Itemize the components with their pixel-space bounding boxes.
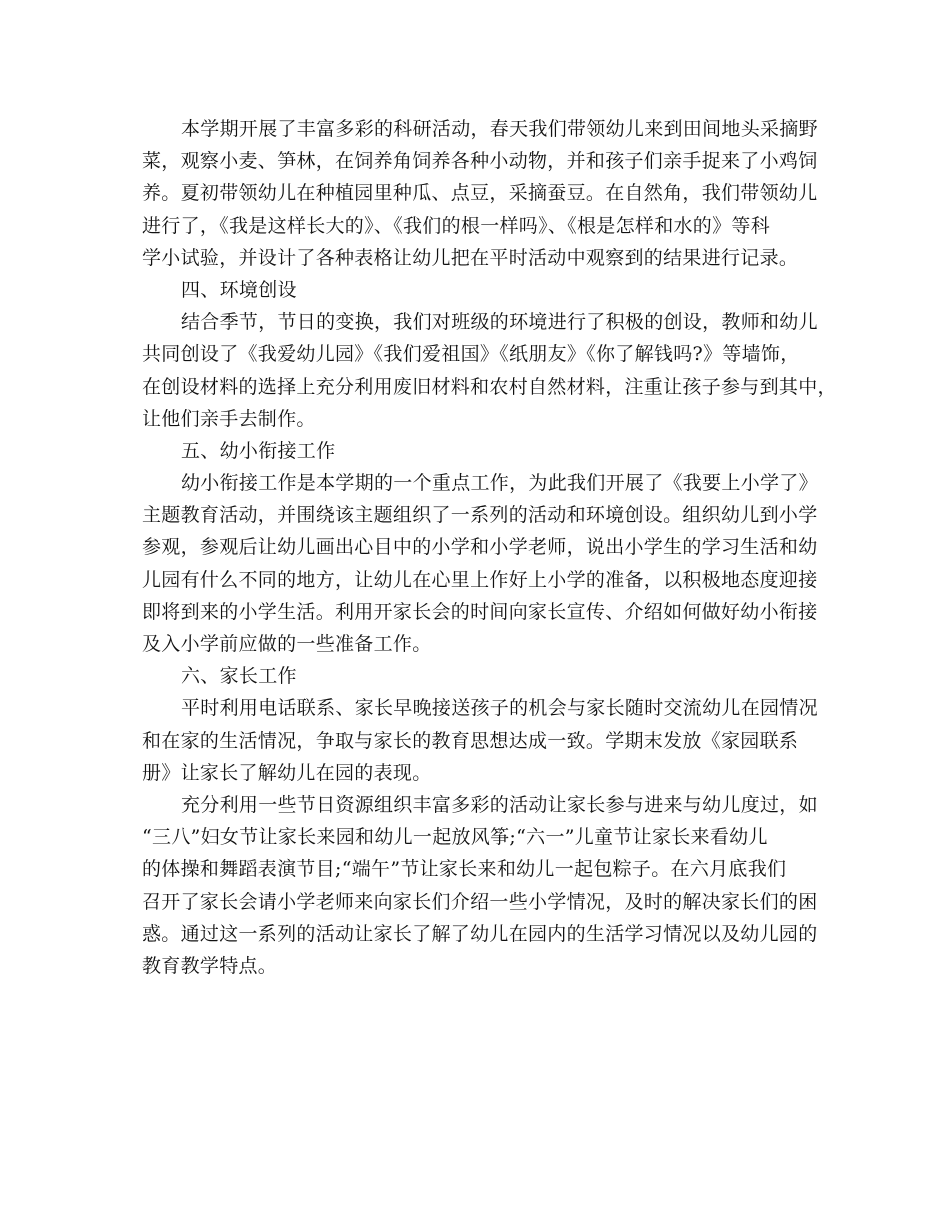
- text-line: 进行了，《我是这样长大的》、《我们的根一样吗》、《根是怎样和水的》等科: [142, 214, 771, 237]
- document-body: [142, 113, 837, 982]
- text-line: 充分利用一些节日资源组织丰富多彩的活动让家长参与进来与幼儿度过，如: [181, 793, 818, 816]
- text-line: 菜，观察小麦、笋林，在饲养角饲养各种小动物，并和孩子们亲手捉来了小鸡饲: [142, 150, 818, 173]
- text-line: 及入小学前应做的一些准备工作。: [142, 633, 432, 655]
- text-line: 共同创设了《我爱幼儿园》《我们爱祖国》《纸朋友》《你了解钱吗?》等墙饰，: [142, 343, 800, 366]
- text-line: 即将到来的小学生活。利用开家长会的时间向家长宣传、介绍如何做好幼小衔接: [142, 600, 818, 623]
- text-line: 五、幼小衔接工作: [181, 439, 336, 462]
- text-line: 教育教学特点。: [142, 954, 278, 977]
- text-line: 四、环境创设: [181, 278, 297, 301]
- text-line: 平时利用电话联系、家长早晚接送孩子的机会与家长随时交流幼儿在园情况: [181, 697, 818, 720]
- text-line: 惑。通过这一系列的活动让家长了解了幼儿在园内的生活学习情况以及幼儿园的: [142, 922, 818, 945]
- text-line: 的体操和舞蹈表演节目;“端午”节让家长来和幼儿一起包粽子。在六月底我们: [142, 858, 787, 881]
- text-line: 养。夏初带领幼儿在种植园里种瓜、点豆，采摘蚕豆。在自然角，我们带领幼儿: [142, 182, 818, 205]
- text-line: 幼小衔接工作是本学期的一个重点工作，为此我们开展了《我要上小学了》: [181, 472, 818, 495]
- text-line: “三八”妇女节让家长来园和幼儿一起放风筝;“六一”儿童节让家长来看幼儿: [142, 826, 768, 849]
- text-line: 学小试验，并设计了各种表格让幼儿把在平时活动中观察到的结果进行记录。: [142, 246, 799, 269]
- text-line: 让他们亲手去制作。: [142, 407, 316, 430]
- text-line: 召开了家长会请小学老师来向家长们介绍一些小学情况，及时的解决家长们的困: [142, 890, 818, 913]
- text-line: 六、家长工作: [181, 665, 297, 688]
- text-line: 结合季节，节日的变换，我们对班级的环境进行了积极的创设，教师和幼儿: [181, 311, 818, 334]
- text-line: 儿园有什么不同的地方，让幼儿在心里上作好上小学的准备，以积极地态度迎接: [142, 568, 818, 591]
- text-line: 和在家的生活情况，争取与家长的教育思想达成一致。学期末发放《家园联系: [142, 729, 799, 752]
- text-line: 在创设材料的选择上充分利用废旧材料和农村自然材料，注重让孩子参与到其中，: [142, 375, 837, 398]
- text-line: 主题教育活动，并围绕该主题组织了一系列的活动和环境创设。组织幼儿到小学: [142, 504, 818, 527]
- text-line: 本学期开展了丰富多彩的科研活动，春天我们带领幼儿来到田间地头采摘野: [181, 118, 818, 140]
- text-line: 册》让家长了解幼儿在园的表现。: [142, 761, 432, 784]
- text-line: 参观，参观后让幼儿画出心目中的小学和小学老师，说出小学生的学习生活和幼: [142, 536, 818, 559]
